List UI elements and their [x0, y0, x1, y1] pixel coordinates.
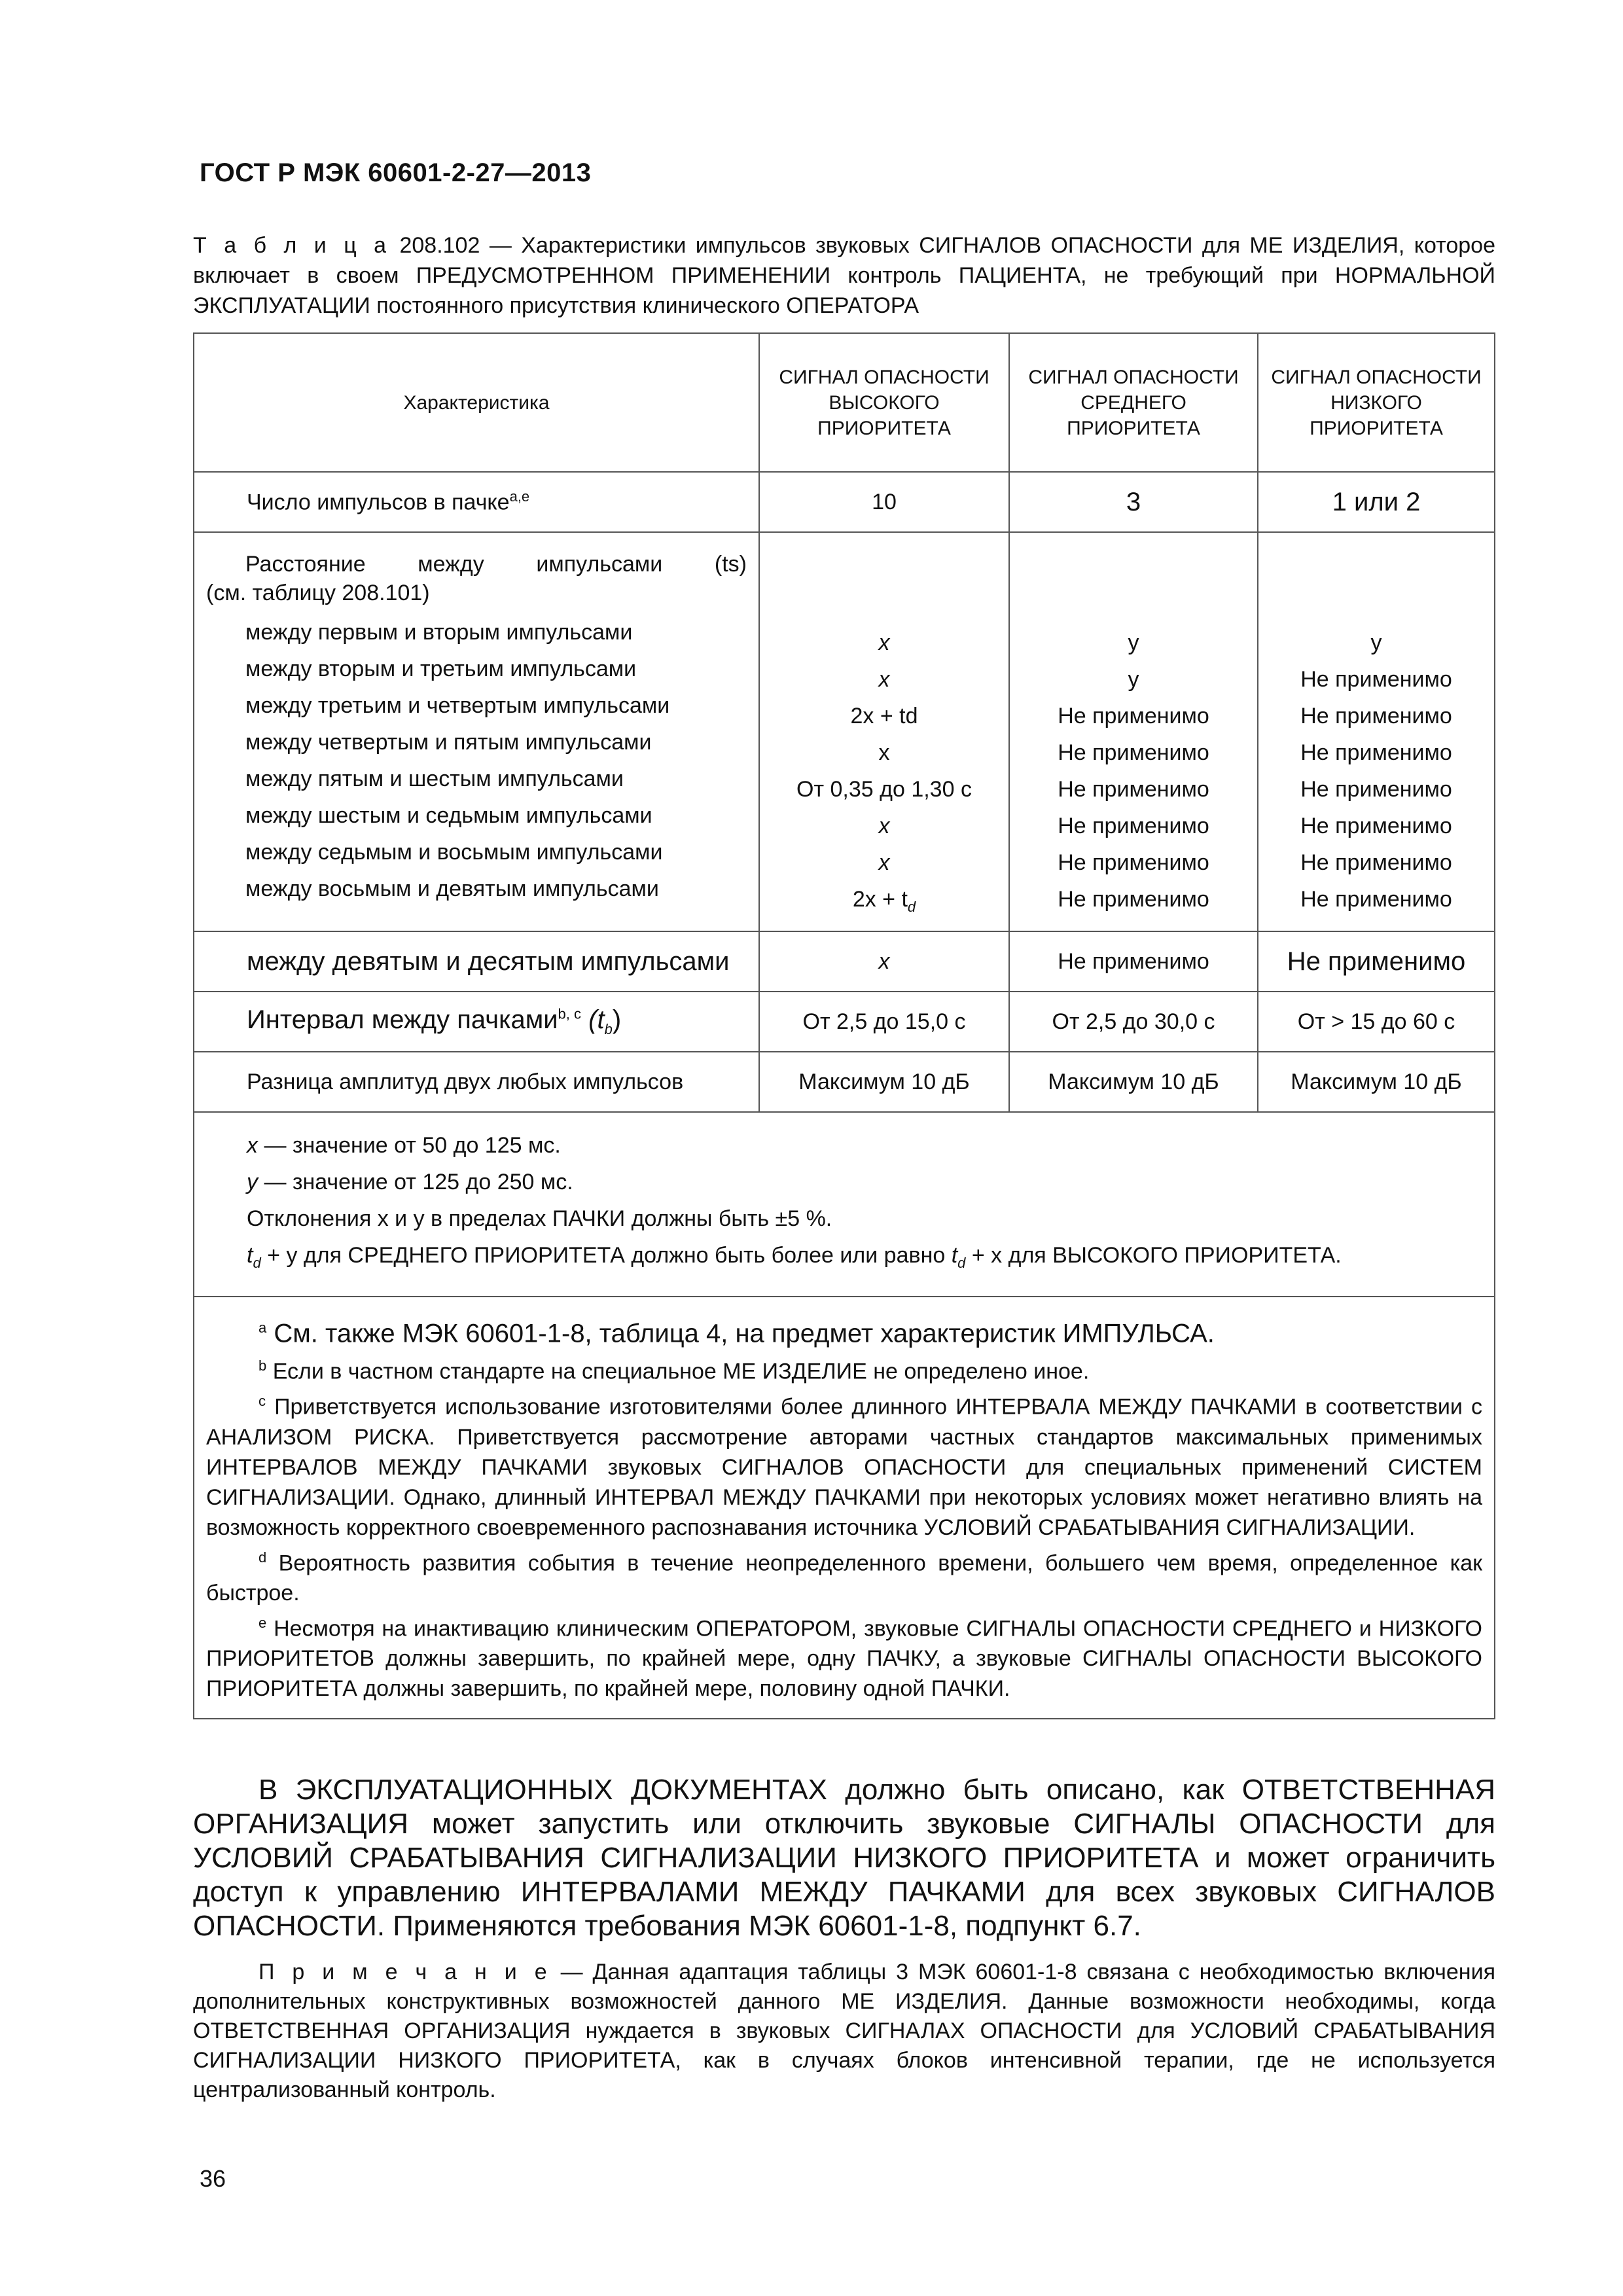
distance-item: между пятым и шестым импульсами — [245, 766, 624, 791]
footnote-e — [206, 1608, 1482, 1704]
amplitude-medium: Максимум 10 дБ — [1009, 1052, 1258, 1112]
distance-high-value: От 0,35 до 1,30 с — [796, 777, 972, 802]
amplitude-high: Максимум 10 дБ — [759, 1052, 1009, 1112]
distance-medium-value: Не применимо — [1058, 777, 1209, 802]
burst-interval-low: От > 15 до 60 с — [1258, 992, 1495, 1052]
note-td-end: + x для ВЫСОКОГО ПРИОРИТЕТА. — [965, 1243, 1342, 1268]
pulses-label-cell — [194, 472, 759, 532]
distance-high-cell — [759, 532, 1009, 931]
note-text: — Данная адаптация таблицы 3 МЭК 60601-1-8 связана с необходимостью включения дополнительных конструктивных возможностей данного МЕ ИЗДЕЛИЯ. Данные возможности необходимы, когда ОТВЕТСТВЕННАЯ ОРГАНИЗАЦИЯ нуждается в звуковых СИГНАЛАХ ОПАСНОСТИ для УСЛОВИЙ СРАБАТЫВАНИЯ СИГНАЛИЗАЦИИ НИЗКОГО ПРИОРИТЕТА, как в случаях блоков интенсивной терапии, где не используется централизованный контроль. — [193, 1960, 1495, 2102]
note-line — [247, 1164, 1482, 1200]
table-footnotes — [194, 1297, 1495, 1719]
table-notes-row — [194, 1112, 1495, 1297]
footnote-mark: d — [259, 1549, 267, 1566]
footnote-mark: c — [259, 1393, 266, 1410]
distance-item: между первым и вторым импульсами — [245, 620, 633, 645]
alarm-pulse-table — [193, 332, 1495, 1719]
note-var: x — [247, 1133, 258, 1158]
footnote-text: См. также МЭК 60601-1-8, таблица 4, на предмет характеристик ИМПУЛЬСА. — [266, 1319, 1215, 1348]
distance-low-value: y — [1370, 630, 1382, 655]
burst-interval-sup: b, c — [558, 1005, 582, 1022]
distance-low-cell — [1258, 532, 1495, 931]
ninth-tenth-medium: Не применимо — [1009, 931, 1258, 992]
burst-interval-sub: b — [604, 1021, 613, 1037]
caption-label: Т а б л и ц а — [193, 233, 391, 258]
footnote-d — [206, 1543, 1482, 1608]
note-td-d2: d — [957, 1254, 966, 1271]
amplitude-low: Максимум 10 дБ — [1258, 1052, 1495, 1112]
table-header-row — [194, 333, 1495, 472]
distance-low-value: Не применимо — [1300, 887, 1452, 912]
distance-item: между восьмым и девятым импульсами — [245, 876, 659, 901]
table-caption — [193, 230, 1495, 321]
distance-title-word: между — [418, 552, 484, 577]
distance-high-value: 2x + td — [850, 704, 918, 728]
note-text: — значение от 125 до 250 мс. — [258, 1170, 573, 1194]
note-td-t: t — [247, 1243, 253, 1268]
table-notes — [194, 1112, 1495, 1297]
distance-medium-value: y — [1128, 667, 1139, 692]
document-note — [193, 1958, 1495, 2105]
distance-low-value: Не применимо — [1300, 667, 1452, 692]
pulses-label: Число импульсов в пачке — [247, 490, 510, 515]
distance-low-value: Не применимо — [1300, 704, 1452, 728]
pulses-label-sup: a,e — [509, 488, 530, 505]
body-paragraph — [193, 1773, 1495, 1943]
body-paragraph-text: В ЭКСПЛУАТАЦИОННЫХ ДОКУМЕНТАХ должно быть описано, как ОТВЕТСТВЕННАЯ ОРГАНИЗАЦИЯ может запустить или отключить звуковые СИГНАЛЫ ОПАСНОСТИ для УСЛОВИЙ СРАБАТЫВАНИЯ СИГНАЛИЗАЦИИ НИЗКОГО ПРИОРИТЕТА и может ограничить доступ к управлению ИНТЕРВАЛАМИ МЕЖДУ ПАЧКАМИ для всех звуковых СИГНАЛОВ ОПАСНОСТИ. Применяются требования МЭК 60601-1-8, подпункт 6.7. — [193, 1774, 1495, 1942]
caption-text: 208.102 — Характеристики импульсов звуковых СИГНАЛОВ ОПАСНОСТИ для МЕ ИЗДЕЛИЯ, которое включает в своем ПРЕДУСМОТРЕННОМ ПРИМЕНЕНИИ контроль ПАЦИЕНТА, не требующий при НОРМАЛЬНОЙ ЭКСПЛУАТАЦИИ постоянного присутствия клинического ОПЕРАТОРА — [193, 233, 1495, 318]
header-characteristic: Характеристика — [194, 333, 759, 472]
table-footnotes-row — [194, 1297, 1495, 1719]
ninth-tenth-high: x — [759, 931, 1009, 992]
amplitude-row — [194, 1052, 1495, 1112]
note-text: — значение от 50 до 125 мс. — [258, 1133, 561, 1158]
pulses-high: 10 — [759, 472, 1009, 532]
note-label: П р и м е ч а н и е — [259, 1960, 551, 1984]
distance-high-value: x — [878, 850, 890, 875]
distance-title — [206, 550, 747, 607]
ninth-tenth-label: между девятым и десятым импульсами — [194, 931, 759, 992]
burst-interval-high: От 2,5 до 15,0 с — [759, 992, 1009, 1052]
distance-medium-value: y — [1128, 630, 1139, 655]
footnote-mark: a — [259, 1319, 267, 1336]
distance-low-value: Не применимо — [1300, 814, 1452, 838]
distance-title-word: импульсами — [536, 552, 663, 577]
amplitude-label: Разница амплитуд двух любых импульсов — [194, 1052, 759, 1112]
header-medium-priority: СИГНАЛ ОПАСНОСТИ СРЕДНЕГО ПРИОРИТЕТА — [1009, 333, 1258, 472]
pulses-low: 1 или 2 — [1258, 472, 1495, 532]
distance-item: между третьим и четвертым импульсами — [245, 693, 670, 718]
burst-interval-label: Интервал между пачками — [247, 1005, 558, 1034]
distance-medium-value: Не применимо — [1058, 814, 1209, 838]
distance-high-value: x — [878, 740, 890, 765]
note-var: y — [247, 1170, 258, 1194]
distance-high-value: x — [878, 630, 890, 655]
note-td-mid: + y для СРЕДНЕГО ПРИОРИТЕТА должно быть более или равно — [260, 1243, 952, 1268]
distance-high-value: x — [878, 814, 890, 838]
burst-interval-close: ) — [612, 1005, 622, 1034]
footnote-mark: e — [259, 1615, 267, 1632]
distance-item-list — [206, 614, 747, 907]
burst-interval-row — [194, 992, 1495, 1052]
ninth-tenth-low: Не применимо — [1258, 931, 1495, 992]
burst-interval-var: (t — [588, 1005, 605, 1034]
footnote-mark: b — [259, 1357, 267, 1374]
distance-low-value: Не применимо — [1300, 740, 1452, 765]
distance-medium-value: Не применимо — [1058, 887, 1209, 912]
distance-medium-value: Не применимо — [1058, 704, 1209, 728]
document-header: ГОСТ Р МЭК 60601-2-27—2013 — [200, 158, 592, 187]
distance-item: между вторым и третьим импульсами — [245, 656, 637, 681]
distance-title-word: Расстояние — [245, 552, 366, 577]
page-number: 36 — [200, 2165, 226, 2192]
footnote-a — [206, 1310, 1482, 1351]
ninth-tenth-row — [194, 931, 1495, 992]
distance-low-value: Не применимо — [1300, 777, 1452, 802]
note-line: Отклонения x и y в пределах ПАЧКИ должны быть ±5 %. — [247, 1206, 832, 1231]
distance-title-ref: (см. таблицу 208.101) — [206, 581, 430, 605]
distance-medium-cell — [1009, 532, 1258, 931]
note-td-d: d — [253, 1254, 261, 1271]
pulses-medium: 3 — [1009, 472, 1258, 532]
distance-item: между седьмым и восьмым импульсами — [245, 840, 663, 865]
distance-high-value-last — [772, 881, 997, 918]
footnote-text: Если в частном стандарте на специальное МЕ ИЗДЕЛИЕ не определено иное. — [266, 1359, 1090, 1384]
distance-label-cell — [194, 532, 759, 931]
note-td-t2: t — [951, 1243, 958, 1268]
header-high-priority: СИГНАЛ ОПАСНОСТИ ВЫСОКОГО ПРИОРИТЕТА — [759, 333, 1009, 472]
burst-interval-label-cell — [194, 992, 759, 1052]
distance-medium-value: Не применимо — [1058, 850, 1209, 875]
note-line-td — [247, 1237, 1482, 1282]
distance-high-value: x — [878, 667, 890, 692]
note-line — [247, 1127, 1482, 1164]
header-low-priority: СИГНАЛ ОПАСНОСТИ НИЗКОГО ПРИОРИТЕТА — [1258, 333, 1495, 472]
distance-medium-value: Не применимо — [1058, 740, 1209, 765]
distance-high-value-sub: d — [907, 898, 916, 915]
distance-title-word: (ts) — [714, 552, 747, 577]
pulses-per-burst-row — [194, 472, 1495, 532]
distance-high-value-text: 2x + t — [852, 887, 908, 912]
distance-item: между четвертым и пятым импульсами — [245, 730, 652, 755]
footnote-c — [206, 1386, 1482, 1542]
footnote-text: Вероятность развития события в течение неопределенного времени, большего чем время, определенное как быстрое. — [206, 1551, 1482, 1606]
pulse-distance-row — [194, 532, 1495, 931]
distance-low-value: Не применимо — [1300, 850, 1452, 875]
burst-interval-medium: От 2,5 до 30,0 с — [1009, 992, 1258, 1052]
footnote-text: Несмотря на инактивацию клиническим ОПЕРАТОРОМ, звуковые СИГНАЛЫ ОПАСНОСТИ СРЕДНЕГО и НИЗКОГО ПРИОРИТЕТОВ должны завершить, по крайней мере, одну ПАЧКУ, а звуковые СИГНАЛЫ ОПАСНОСТИ ВЫСОКОГО ПРИОРИТЕТА должны завершить, по крайней мере, половину одной ПАЧКИ. — [206, 1616, 1482, 1702]
distance-item: между шестым и седьмым импульсами — [245, 803, 652, 828]
footnote-b — [206, 1351, 1482, 1386]
footnote-text: Приветствуется использование изготовителями более длинного ИНТЕРВАЛА МЕЖДУ ПАЧКАМИ в соответствии с АНАЛИЗОМ РИСКА. Приветствуется рассмотрение авторами частных стандартов максимальных применимых ИНТЕРВАЛОВ МЕЖДУ ПАЧКАМИ звуковых СИГНАЛОВ ОПАСНОСТИ для специальных применений СИСТЕМ СИГНАЛИЗАЦИИ. Однако, длинный ИНТЕРВАЛ МЕЖДУ ПАЧКАМИ при некоторых условиях может негативно влиять на возможность корректного своевременного распознавания источника УСЛОВИЙ СРАБАТЫВАНИЯ СИГНАЛИЗАЦИИ. — [206, 1394, 1482, 1540]
